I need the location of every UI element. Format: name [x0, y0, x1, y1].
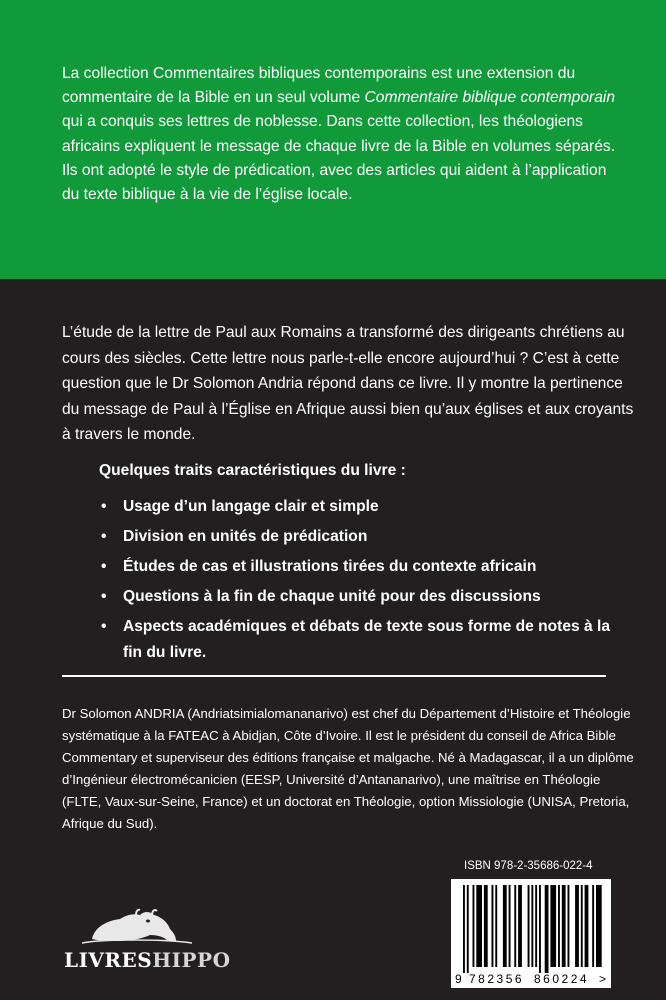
barcode-bar — [596, 885, 602, 967]
barcode-bar — [484, 885, 488, 967]
bullet-icon: • — [101, 618, 107, 635]
barcode-bar — [562, 885, 566, 967]
barcode-bar — [592, 885, 594, 967]
barcode-bar — [463, 885, 465, 973]
bullet-icon: • — [101, 558, 107, 575]
barcode-bar — [492, 885, 494, 967]
hippo-icon — [64, 895, 210, 947]
barcode-bar — [503, 885, 507, 967]
barcode-graphic — [451, 879, 611, 988]
logo-text-part2: HIPPO — [152, 948, 231, 972]
barcode-bar — [550, 885, 556, 967]
barcode-right-group: 860224 — [534, 972, 590, 986]
barcode-first-digit: 9 — [455, 972, 462, 986]
barcode-left-group: 782356 — [469, 972, 525, 986]
intro-paragraph: L’étude de la lettre de Paul aux Romains a transformé des dirigeants chrétiens au cours des siècles. Cette lettre nous parle-t-elle encore aujourd’hui ? C’est à cette question que le Dr Solomon Andria répond dans ce livre. Il y montre la pertinence du message de Paul à l’Église en Afrique aussi bien qu’aux églises et aux croyants à travers le monde. — [62, 324, 634, 444]
barcode-bar — [531, 885, 533, 967]
publisher-logo — [64, 895, 231, 975]
bullet-icon: • — [101, 528, 107, 545]
barcode-bar — [476, 885, 482, 967]
barcode-bar — [528, 885, 530, 967]
barcode-bar — [467, 885, 469, 973]
collection-description — [62, 62, 622, 207]
list-item: • Aspects académiques et débats de texte sous forme de notes à la fin du livre. — [97, 614, 617, 665]
collection-panel — [0, 0, 666, 279]
barcode-bar — [509, 885, 511, 967]
features-list — [97, 494, 617, 670]
barcode-bar — [558, 885, 560, 967]
barcode-bar — [545, 885, 549, 973]
divider — [62, 675, 606, 677]
barcode-bar — [514, 885, 516, 967]
barcode-bar — [581, 885, 583, 967]
collection-text-part1: La collection Commentaires bibliques contemporains est une extension du commentaire de la Bible en un seul volume — [62, 65, 576, 107]
barcode-bar — [535, 885, 537, 967]
author-bio: Dr Solomon ANDRIA (Andriatsimialomananarivo) est chef du Département d’Histoire et Théologie systématique à la FATEAC à Abidjan, Côte d’Ivoire. Il est le président du conseil de Africa Bible Commentary et superviseur des éditions française et malgache. Né à Madagascar, il a un diplôme d’Ingénieur électromécanicien (EESP, Université d’Antananarivo), une maîtrise en Théologie (FLTE, Vaux-sur-Seine, France) et un doctorat en Théologie, option Missiologie (UNISA, Pretoria, Afrique du Sud). — [62, 706, 634, 831]
barcode-bar — [568, 885, 570, 967]
list-item: • Usage d’un langage clair et simple — [97, 494, 617, 520]
logo-text-part1: LIVRES — [64, 948, 153, 972]
list-item: • Études de cas et illustrations tirées du contexte africain — [97, 554, 617, 580]
collection-title-italic: Commentaire biblique contemporain — [364, 89, 616, 107]
main-panel — [0, 279, 666, 1000]
barcode-bar — [518, 885, 522, 967]
barcode-bar — [585, 885, 589, 967]
bullet-icon: • — [101, 498, 107, 515]
logo-wordmark — [64, 948, 231, 972]
barcode-bar — [495, 885, 497, 967]
bullet-icon: • — [101, 588, 107, 605]
list-item: • Division en unités de prédication — [97, 524, 617, 550]
barcode-bar — [575, 885, 579, 967]
barcode-bar — [473, 885, 475, 967]
isbn-label: ISBN 978-2-35686-022-4 — [464, 860, 593, 872]
collection-text-part2: qui a conquis ses lettres de noblesse. Dans cette collection, les théologiens africains expliquent le message de chaque livre de la Bible en volumes séparés. Ils ont adopté le style de prédication, avec des articles qui aident à l’application du texte biblique à la vie de l’église locale. — [62, 113, 616, 204]
features-title: Quelques traits caractéristiques du livre : — [99, 462, 406, 479]
list-item: • Questions à la fin de chaque unité pour des discussions — [97, 584, 617, 610]
barcode-arrow: > — [599, 972, 607, 986]
barcode-bar — [539, 885, 541, 973]
barcode — [451, 879, 611, 988]
